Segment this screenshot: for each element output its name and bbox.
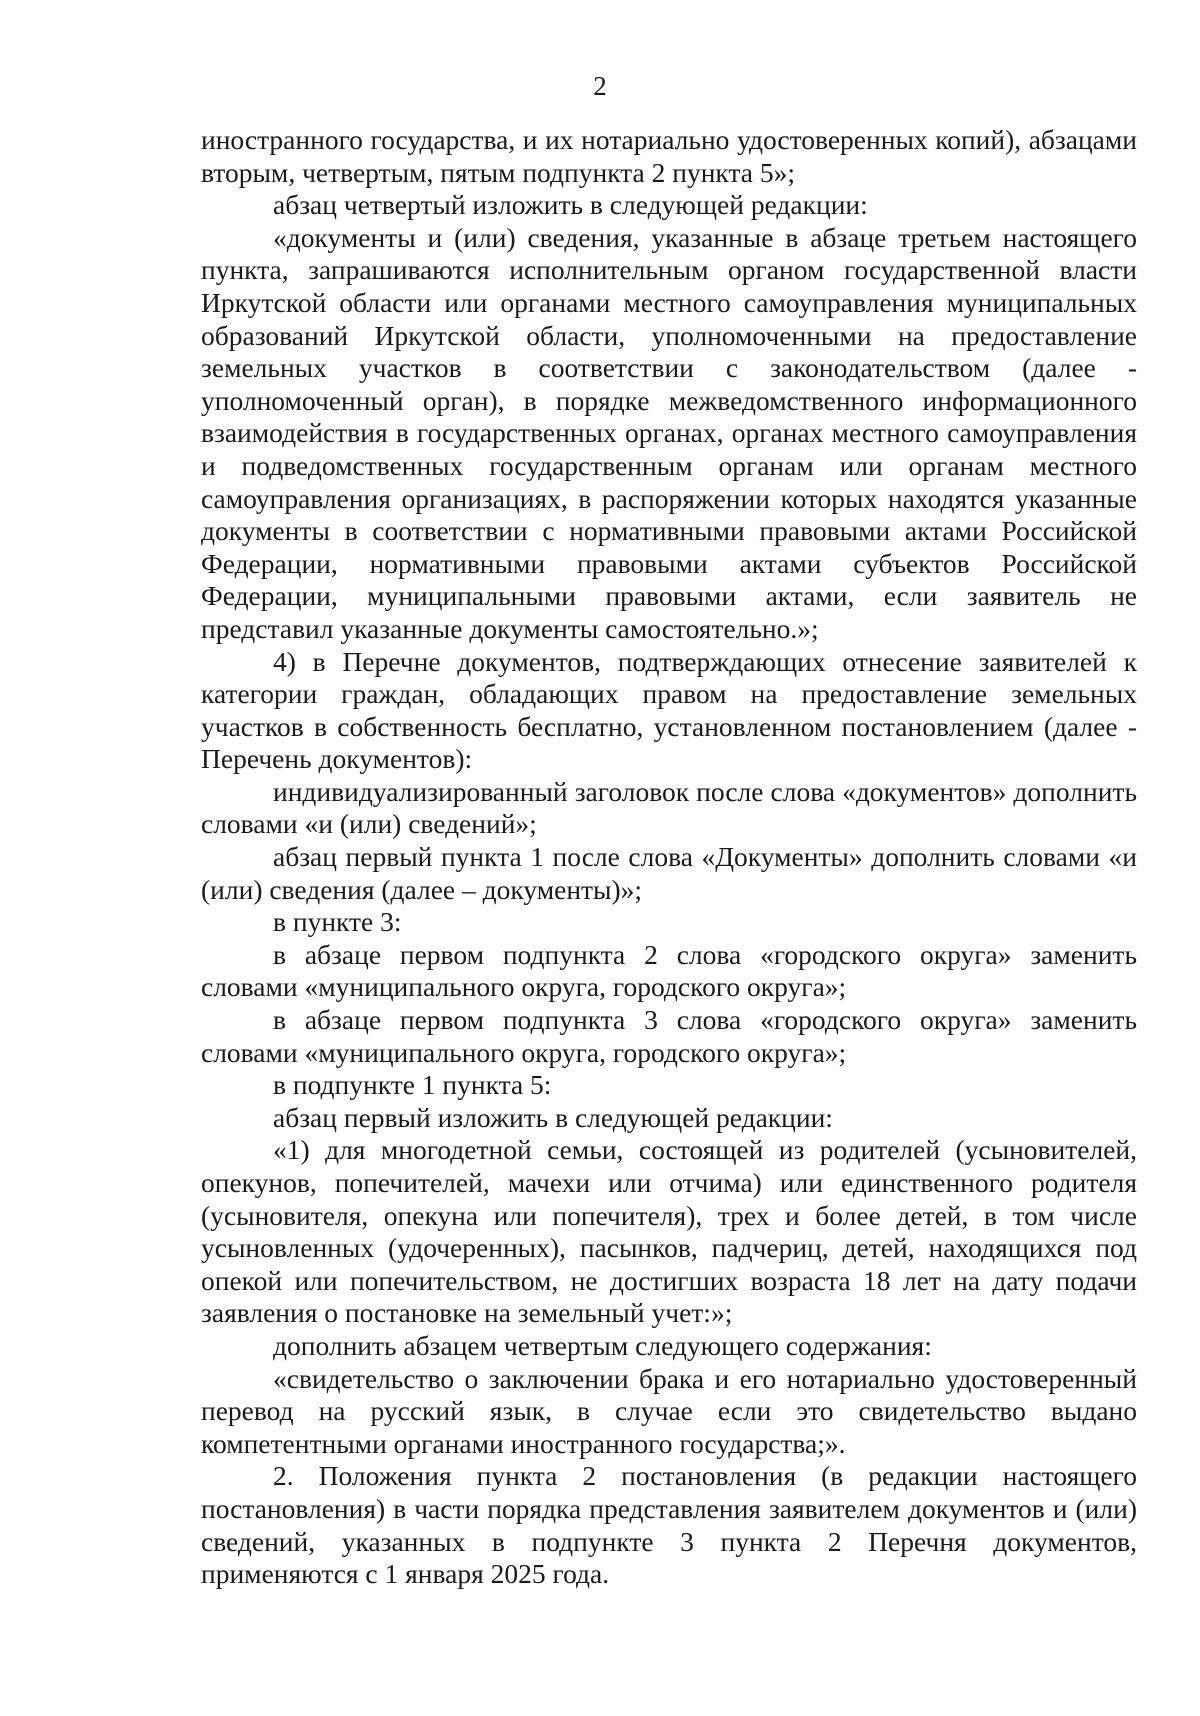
paragraph: 4) в Перечне документов, подтверждающих отнесение заявителей к категории граждан, обладающих правом на предоставление земельных участков в собственность бесплатно, установленном постановлением (далее - Перечень документов): — [201, 645, 1137, 775]
page-number: 2 — [593, 71, 607, 101]
paragraph: индивидуализированный заголовок после слова «документов» дополнить словами «и (или) сведений»; — [201, 775, 1137, 840]
paragraph: в абзаце первом подпункта 3 слова «городского округа» заменить словами «муниципального округа, городского округа»; — [201, 1004, 1137, 1068]
paragraph: в подпункте 1 пункта 5: — [273, 1069, 552, 1101]
paragraph: 2. Положения пункта 2 постановления (в редакции настоящего постановления) в части порядка представления заявителем документов и (или) сведений, указанных в подпункте 3 пункта 2 Перечня документов, применяются с 1 января 2025 года. — [201, 1460, 1137, 1590]
paragraph: иностранного государства, и их нотариально удостоверенных копий), абзацами вторым, четвертым, пятым подпункта 2 пункта 5»; — [201, 124, 1137, 188]
paragraph: в пункте 3: — [273, 906, 402, 938]
paragraph: дополнить абзацем четвертым следующего содержания: — [273, 1329, 932, 1361]
document-body — [201, 124, 1137, 1591]
paragraph: «документы и (или) сведения, указанные в абзаце третьем настоящего пункта, запрашиваются исполнительным органом государственной власти Иркутской области или органами местного самоуправления муниципальных образований Иркутской области, уполномоченными на предоставление земельных участков в соответствии с законодательством (далее - уполномоченный орган), в порядке межведомственного информационного взаимодействия в государственных органах, органах местного самоуправления и подведомственных государственным органам или органам местного самоуправления организациях, в распоряжении которых находятся указанные документы в соответствии с нормативными правовыми актами Российской Федерации, нормативными правовыми актами субъектов Российской Федерации, муниципальными правовыми актами, если заявитель не представил указанные документы самостоятельно.»; — [201, 221, 1137, 644]
paragraph: абзац четвертый изложить в следующей редакции: — [273, 189, 868, 221]
paragraph: «свидетельство о заключении брака и его нотариально удостоверенный перевод на русский язык, в случае если это свидетельство выдано компетентными органами иностранного государства;». — [201, 1362, 1137, 1459]
paragraph: абзац первый пункта 1 после слова «Документы» дополнить словами «и (или) сведения (далее – документы)»; — [201, 841, 1137, 905]
paragraph: абзац первый изложить в следующей редакции: — [273, 1101, 833, 1133]
paragraph: в абзаце первом подпункта 2 слова «городского округа» заменить словами «муниципального округа, городского округа»; — [201, 938, 1137, 1003]
paragraph: «1) для многодетной семьи, состоящей из родителей (усыновителей, опекунов, попечителей, мачехи или отчима) или единственного родителя (усыновителя, опекуна или попечителя), трех и более детей, в том числе усыновленных (удочеренных), пасынков, падчериц, детей, находящихся под опекой или попечительством, не достигших возраста 18 лет на дату подачи заявления о постановке на земельный учет:»; — [201, 1134, 1137, 1329]
